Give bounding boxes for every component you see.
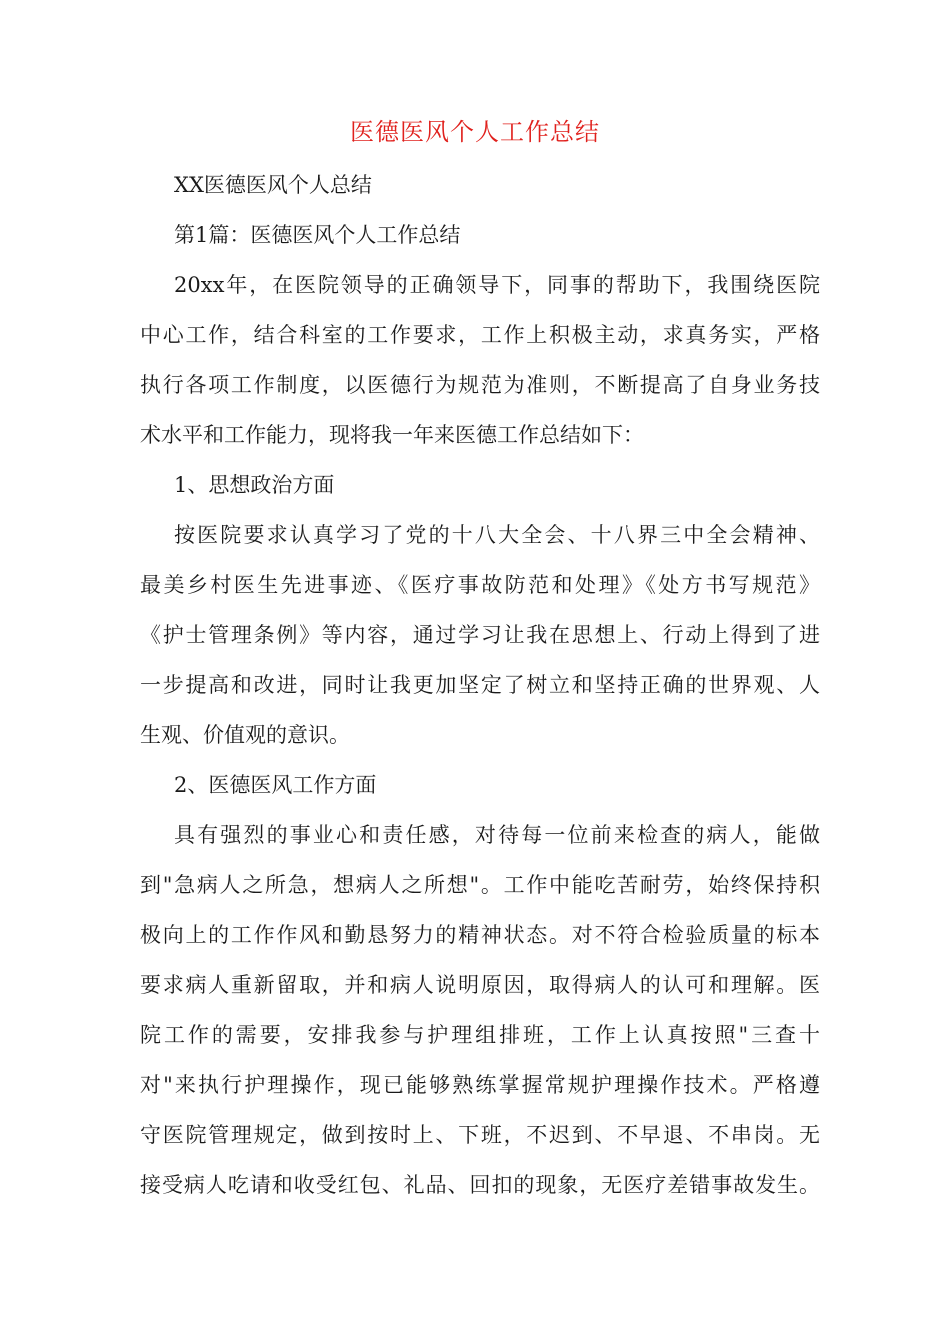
text-line: 执行各项工作制度，以医德行为规范为准则，不断提高了自身业务技 xyxy=(140,373,820,397)
text-line: 术水平和工作能力，现将我一年来医德工作总结如下： xyxy=(140,423,644,447)
text-line: 院工作的需要，安排我参与护理组排班，工作上认真按照"三查十 xyxy=(140,1023,820,1047)
text-line: 20xx年，在医院领导的正确领导下，同事的帮助下，我围绕医院 xyxy=(174,273,820,297)
text-line: 2、医德医风工作方面 xyxy=(174,773,377,797)
text-line: 按医院要求认真学习了党的十八大全会、十八界三中全会精神、 xyxy=(174,523,820,547)
text-line: 具有强烈的事业心和责任感，对待每一位前来检查的病人，能做 xyxy=(174,823,820,847)
text-line: 要求病人重新留取，并和病人说明原因，取得病人的认可和理解。医 xyxy=(140,973,820,997)
text-line: 一步提高和改进，同时让我更加坚定了树立和坚持正确的世界观、人 xyxy=(140,673,820,697)
text-line: 第1篇：医德医风个人工作总结 xyxy=(174,223,461,247)
text-line: 守医院管理规定，做到按时上、下班，不迟到、不早退、不串岗。无 xyxy=(140,1123,820,1147)
text-line: 《护士管理条例》等内容，通过学习让我在思想上、行动上得到了进 xyxy=(140,623,820,647)
text-line: XX医德医风个人总结 xyxy=(174,173,372,197)
text-line: 极向上的工作作风和勤恳努力的精神状态。对不符合检验质量的标本 xyxy=(140,923,820,947)
text-line: 对"来执行护理操作，现已能够熟练掌握常规护理操作技术。严格遵 xyxy=(140,1073,820,1097)
text-line: 中心工作，结合科室的工作要求，工作上积极主动，求真务实，严格 xyxy=(140,323,820,347)
text-line: 最美乡村医生先进事迹、《医疗事故防范和处理》《处方书写规范》 xyxy=(140,573,820,597)
text-line: 1、思想政治方面 xyxy=(174,473,335,497)
document-body xyxy=(140,160,820,1210)
document-title: 医德医风个人工作总结 xyxy=(350,118,600,146)
text-line: 到"急病人之所急，想病人之所想"。工作中能吃苦耐劳，始终保持积 xyxy=(140,873,820,897)
text-line: 生观、价值观的意识。 xyxy=(140,723,350,747)
text-line: 接受病人吃请和收受红包、礼品、回扣的现象，无医疗差错事故发生。 xyxy=(140,1173,820,1197)
